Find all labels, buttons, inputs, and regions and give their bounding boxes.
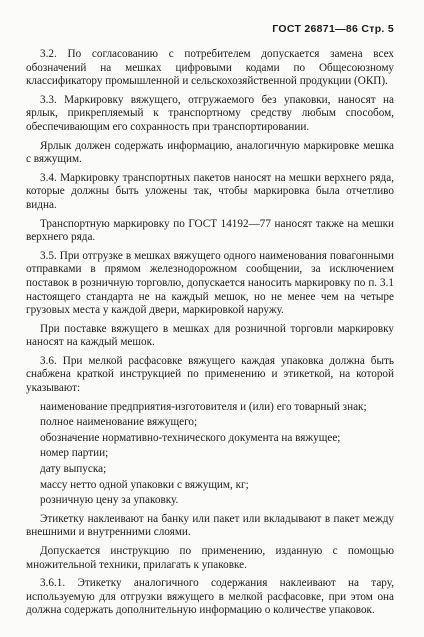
- page-header: ГОСТ 26871—86 Стр. 5: [272, 23, 394, 35]
- list-item: полное наименование вяжущего;: [40, 416, 198, 429]
- list-item: номер партии;: [40, 447, 109, 460]
- paragraph-3-5: 3.5. При отгрузке в мешках вяжущего одного наименования повагонными отправками в прямом железнодорожном сообщении, за исключением поставок в розничную торговлю, допускается наносить маркировку по п. 3.1 настоящего стандарта не на каждый мешок, но не менее чем на четыре грузовых места у каждой двери, маркировкой наружу.: [26, 249, 394, 317]
- paragraph-transport-marking: Транспортную маркировку по ГОСТ 14192—77 наносят также на мешки верхнего ряда.: [26, 217, 394, 244]
- list-item: обозначение нормативно-технического документа на вяжущее;: [40, 431, 341, 444]
- paragraph-3-6-1: 3.6.1. Этикетку аналогичного содержания наклеивают на тару, используемую для отгрузки вяжущего в мелкой расфасовке, при этом она должна содержать дополнительную информацию о количестве упаковок.: [26, 577, 394, 617]
- paragraph-3-4: 3.4. Маркировку транспортных пакетов наносят на мешки верхнего ряда, которые должны быть уложены так, чтобы маркировка была отчетливо видна.: [26, 171, 394, 211]
- paragraph-label-info: Ярлык должен содержать информацию, аналогичную маркировке мешка с вяжущим.: [26, 139, 394, 166]
- paragraph-label-placement: Этикетку наклеивают на банку или пакет или вкладывают в пакет между внешними и внутренними слоями.: [26, 512, 394, 539]
- list-item: наименование предприятия-изготовителя и (или) его товарный знак;: [40, 400, 367, 413]
- paragraph-retail: При поставке вяжущего в мешках для розничной торговли маркировку наносят на каждый мешок.: [26, 322, 394, 349]
- paragraph-instruction: Допускается инструкцию по применению, изданную с помощью множительной техники, прилагать к упаковке.: [26, 545, 394, 571]
- paragraph-3-3: 3.3. Маркировку вяжущего, отгружаемого без упаковки, наносят на ярлык, прикрепляемый к транспортному средству любым способом, обеспечивающим его сохранность при транспортировании.: [26, 93, 394, 133]
- label-contents-list: [26, 401, 394, 508]
- list-item: дату выпуска;: [40, 463, 107, 476]
- paragraph-3-6: 3.6. При мелкой расфасовке вяжущего каждая упаковка должна быть снабжена краткой инструкцией по применению и этикеткой, на которой указывают:: [26, 354, 394, 395]
- list-item: массу нетто одной упаковки с вяжущим, кг;: [40, 478, 249, 491]
- list-item: розничную цену за упаковку.: [40, 494, 179, 507]
- document-body: [26, 48, 394, 623]
- paragraph-3-2: 3.2. По согласованию с потребителем допускается замена всех обозначений на мешках цифровыми кодами по Общесоюзному классификатору промышленной и сельскохозяйственной продукции (ОКП).: [26, 48, 394, 88]
